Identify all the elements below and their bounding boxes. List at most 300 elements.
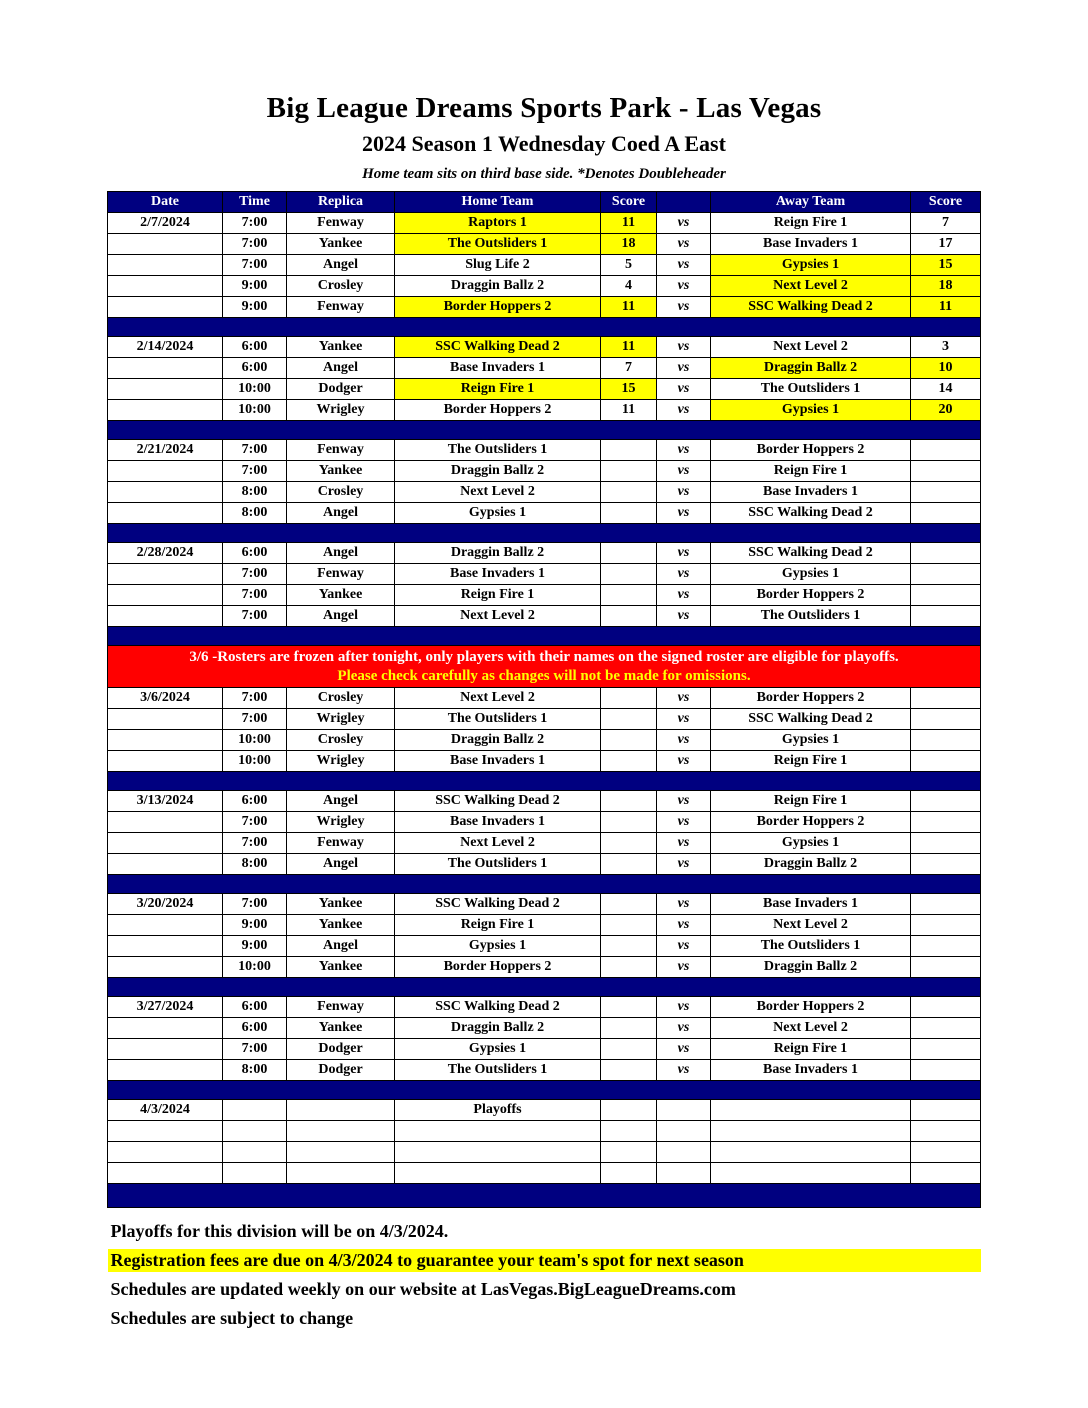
away-team-cell: Border Hoppers 2	[711, 440, 911, 461]
time-cell	[223, 1142, 287, 1163]
date-cell	[108, 1142, 223, 1163]
away-score-cell	[911, 936, 981, 957]
roster-notice	[108, 646, 981, 688]
home-score-cell: 11	[601, 337, 657, 358]
away-score-cell	[911, 606, 981, 627]
col-header-vs	[657, 192, 711, 213]
away-score-cell	[911, 1142, 981, 1163]
home-score-cell	[601, 791, 657, 812]
away-score-cell	[911, 812, 981, 833]
away-score-cell: 18	[911, 276, 981, 297]
replica-cell: Angel	[287, 854, 395, 875]
game-row	[108, 730, 981, 751]
date-cell	[108, 854, 223, 875]
replica-cell: Yankee	[287, 894, 395, 915]
home-score-cell: 11	[601, 400, 657, 421]
time-cell: 7:00	[223, 461, 287, 482]
away-score-cell	[911, 543, 981, 564]
home-score-cell	[601, 688, 657, 709]
vs-cell: vs	[657, 400, 711, 421]
schedule-body	[108, 213, 981, 1208]
away-score-cell: 10	[911, 358, 981, 379]
home-team-cell: Gypsies 1	[395, 936, 601, 957]
home-score-cell	[601, 1018, 657, 1039]
game-row	[108, 379, 981, 400]
time-cell: 9:00	[223, 936, 287, 957]
away-score-cell	[911, 957, 981, 978]
vs-cell: vs	[657, 915, 711, 936]
time-cell: 10:00	[223, 400, 287, 421]
game-row	[108, 503, 981, 524]
vs-cell	[657, 1142, 711, 1163]
home-team-cell: The Outsliders 1	[395, 709, 601, 730]
game-row	[108, 997, 981, 1018]
time-cell: 6:00	[223, 543, 287, 564]
home-team-cell: Reign Fire 1	[395, 585, 601, 606]
vs-cell: vs	[657, 936, 711, 957]
separator-row	[108, 421, 981, 440]
replica-cell: Dodger	[287, 1060, 395, 1081]
away-score-cell	[911, 854, 981, 875]
date-cell	[108, 833, 223, 854]
home-team-note: Home team sits on third base side. *Denotes Doubleheader	[362, 166, 726, 182]
away-score-cell	[911, 709, 981, 730]
home-team-cell: Reign Fire 1	[395, 915, 601, 936]
away-score-cell: 20	[911, 400, 981, 421]
time-cell: 6:00	[223, 1018, 287, 1039]
home-score-cell	[601, 440, 657, 461]
away-team-cell	[711, 1121, 911, 1142]
away-team-cell: SSC Walking Dead 2	[711, 297, 911, 318]
home-score-cell: 5	[601, 255, 657, 276]
game-row	[108, 234, 981, 255]
page-subtitle: 2024 Season 1 Wednesday Coed A East	[362, 131, 726, 156]
time-cell: 7:00	[223, 812, 287, 833]
away-score-cell	[911, 440, 981, 461]
away-team-cell	[711, 1100, 911, 1121]
home-score-cell: 18	[601, 234, 657, 255]
date-cell	[108, 276, 223, 297]
date-cell: 2/28/2024	[108, 543, 223, 564]
date-cell	[108, 606, 223, 627]
game-row	[108, 461, 981, 482]
away-team-cell: Base Invaders 1	[711, 482, 911, 503]
date-cell: 3/27/2024	[108, 997, 223, 1018]
separator-bar	[108, 1184, 981, 1208]
home-team-cell: Reign Fire 1	[395, 379, 601, 400]
home-score-cell: 11	[601, 297, 657, 318]
home-team-cell: Next Level 2	[395, 833, 601, 854]
away-team-cell	[711, 1163, 911, 1184]
time-cell: 7:00	[223, 440, 287, 461]
date-cell	[108, 400, 223, 421]
date-cell	[108, 503, 223, 524]
replica-cell: Yankee	[287, 915, 395, 936]
vs-cell: vs	[657, 997, 711, 1018]
game-row	[108, 400, 981, 421]
footer-playoffs-note: Playoffs for this division will be on 4/3/2024.	[110, 1221, 449, 1241]
separator-bar	[108, 524, 981, 543]
away-score-cell	[911, 997, 981, 1018]
game-row	[108, 833, 981, 854]
away-team-cell: The Outsliders 1	[711, 606, 911, 627]
game-row	[108, 1039, 981, 1060]
home-score-cell	[601, 503, 657, 524]
date-cell: 3/6/2024	[108, 688, 223, 709]
home-team-cell: Draggin Ballz 2	[395, 461, 601, 482]
away-team-cell: Border Hoppers 2	[711, 812, 911, 833]
home-score-cell	[601, 854, 657, 875]
vs-cell: vs	[657, 606, 711, 627]
vs-cell: vs	[657, 688, 711, 709]
game-row	[108, 709, 981, 730]
game-row	[108, 358, 981, 379]
col-header-away-score: Score	[911, 192, 981, 213]
time-cell: 7:00	[223, 688, 287, 709]
replica-cell	[287, 1142, 395, 1163]
separator-bar	[108, 627, 981, 646]
away-score-cell: 3	[911, 337, 981, 358]
footer	[108, 1220, 981, 1330]
separator-row	[108, 318, 981, 337]
vs-cell: vs	[657, 461, 711, 482]
time-cell: 7:00	[223, 564, 287, 585]
away-team-cell: Gypsies 1	[711, 400, 911, 421]
date-cell: 2/14/2024	[108, 337, 223, 358]
replica-cell: Dodger	[287, 1039, 395, 1060]
home-score-cell: 15	[601, 379, 657, 400]
home-team-cell: Draggin Ballz 2	[395, 1018, 601, 1039]
time-cell	[223, 1163, 287, 1184]
separator-bar	[108, 875, 981, 894]
replica-cell: Fenway	[287, 297, 395, 318]
home-team-cell: Raptors 1	[395, 213, 601, 234]
time-cell: 7:00	[223, 234, 287, 255]
time-cell: 6:00	[223, 791, 287, 812]
date-cell	[108, 709, 223, 730]
away-team-cell	[711, 1142, 911, 1163]
home-team-cell: Base Invaders 1	[395, 751, 601, 772]
footer-website-note: Schedules are updated weekly on our website at LasVegas.BigLeagueDreams.com	[110, 1279, 736, 1299]
time-cell: 9:00	[223, 297, 287, 318]
time-cell: 7:00	[223, 255, 287, 276]
empty-row	[108, 1121, 981, 1142]
date-cell	[108, 751, 223, 772]
vs-cell: vs	[657, 276, 711, 297]
replica-cell: Angel	[287, 791, 395, 812]
date-cell	[108, 461, 223, 482]
away-team-cell: SSC Walking Dead 2	[711, 503, 911, 524]
separator-bar	[108, 421, 981, 440]
replica-cell: Angel	[287, 255, 395, 276]
vs-cell	[657, 1121, 711, 1142]
replica-cell: Angel	[287, 503, 395, 524]
away-team-cell: Gypsies 1	[711, 564, 911, 585]
away-team-cell: Base Invaders 1	[711, 234, 911, 255]
replica-cell: Crosley	[287, 688, 395, 709]
home-team-cell: Slug Life 2	[395, 255, 601, 276]
date-cell	[108, 936, 223, 957]
away-score-cell	[911, 482, 981, 503]
vs-cell: vs	[657, 358, 711, 379]
vs-cell: vs	[657, 812, 711, 833]
replica-cell: Fenway	[287, 440, 395, 461]
home-score-cell	[601, 1142, 657, 1163]
time-cell: 10:00	[223, 957, 287, 978]
page-title: Big League Dreams Sports Park - Las Vegas	[266, 92, 822, 124]
game-row	[108, 894, 981, 915]
separator-bar	[108, 1081, 981, 1100]
col-header-time: Time	[223, 192, 287, 213]
replica-cell: Yankee	[287, 585, 395, 606]
col-header-away-team: Away Team	[711, 192, 911, 213]
away-score-cell	[911, 1100, 981, 1121]
col-header-replica: Replica	[287, 192, 395, 213]
away-score-cell	[911, 1163, 981, 1184]
date-cell	[108, 1018, 223, 1039]
separator-bar	[108, 978, 981, 997]
vs-cell: vs	[657, 854, 711, 875]
away-score-cell	[911, 688, 981, 709]
replica-cell: Crosley	[287, 482, 395, 503]
away-score-cell	[911, 730, 981, 751]
home-score-cell	[601, 957, 657, 978]
vs-cell: vs	[657, 709, 711, 730]
vs-cell: vs	[657, 730, 711, 751]
away-team-cell: Draggin Ballz 2	[711, 358, 911, 379]
home-score-cell	[601, 564, 657, 585]
date-cell	[108, 564, 223, 585]
time-cell: 10:00	[223, 730, 287, 751]
date-cell: 2/7/2024	[108, 213, 223, 234]
home-score-cell	[601, 812, 657, 833]
home-score-cell	[601, 709, 657, 730]
away-score-cell	[911, 833, 981, 854]
home-score-cell	[601, 461, 657, 482]
home-team-cell: The Outsliders 1	[395, 854, 601, 875]
away-score-cell: 15	[911, 255, 981, 276]
game-row	[108, 751, 981, 772]
date-cell	[108, 730, 223, 751]
replica-cell: Angel	[287, 543, 395, 564]
home-score-cell	[601, 915, 657, 936]
away-score-cell	[911, 894, 981, 915]
away-score-cell: 11	[911, 297, 981, 318]
vs-cell: vs	[657, 894, 711, 915]
home-score-cell	[601, 1163, 657, 1184]
time-cell: 6:00	[223, 997, 287, 1018]
date-cell: 4/3/2024	[108, 1100, 223, 1121]
date-cell	[108, 812, 223, 833]
vs-cell: vs	[657, 585, 711, 606]
time-cell: 8:00	[223, 503, 287, 524]
vs-cell	[657, 1100, 711, 1121]
game-row	[108, 255, 981, 276]
time-cell: 10:00	[223, 379, 287, 400]
home-score-cell	[601, 1100, 657, 1121]
date-cell	[108, 1060, 223, 1081]
time-cell: 8:00	[223, 482, 287, 503]
playoffs-row	[108, 1100, 981, 1121]
game-row	[108, 440, 981, 461]
game-row	[108, 812, 981, 833]
replica-cell: Angel	[287, 936, 395, 957]
game-row	[108, 606, 981, 627]
home-team-cell: Base Invaders 1	[395, 812, 601, 833]
vs-cell: vs	[657, 1060, 711, 1081]
date-cell	[108, 1039, 223, 1060]
time-cell: 9:00	[223, 915, 287, 936]
home-score-cell: 7	[601, 358, 657, 379]
replica-cell: Fenway	[287, 997, 395, 1018]
away-team-cell: Border Hoppers 2	[711, 997, 911, 1018]
game-row	[108, 564, 981, 585]
vs-cell: vs	[657, 791, 711, 812]
game-row	[108, 213, 981, 234]
away-score-cell	[911, 564, 981, 585]
away-team-cell: Reign Fire 1	[711, 461, 911, 482]
home-team-cell: Border Hoppers 2	[395, 400, 601, 421]
roster-notice-line2: Please check carefully as changes will not be made for omissions.	[337, 667, 751, 684]
away-team-cell: Reign Fire 1	[711, 213, 911, 234]
replica-cell: Yankee	[287, 337, 395, 358]
home-team-cell: Next Level 2	[395, 482, 601, 503]
vs-cell: vs	[657, 543, 711, 564]
date-cell	[108, 255, 223, 276]
time-cell: 7:00	[223, 606, 287, 627]
home-team-cell: Gypsies 1	[395, 1039, 601, 1060]
replica-cell: Fenway	[287, 564, 395, 585]
away-team-cell: Draggin Ballz 2	[711, 957, 911, 978]
away-team-cell: Base Invaders 1	[711, 894, 911, 915]
away-score-cell	[911, 461, 981, 482]
vs-cell: vs	[657, 564, 711, 585]
game-row	[108, 337, 981, 358]
away-team-cell: Gypsies 1	[711, 255, 911, 276]
date-cell	[108, 234, 223, 255]
date-cell: 2/21/2024	[108, 440, 223, 461]
home-team-cell: Next Level 2	[395, 606, 601, 627]
game-row	[108, 688, 981, 709]
time-cell: 7:00	[223, 833, 287, 854]
replica-cell: Yankee	[287, 957, 395, 978]
replica-cell: Wrigley	[287, 751, 395, 772]
time-cell: 10:00	[223, 751, 287, 772]
home-team-cell: SSC Walking Dead 2	[395, 894, 601, 915]
date-cell	[108, 1121, 223, 1142]
vs-cell: vs	[657, 234, 711, 255]
time-cell: 7:00	[223, 1039, 287, 1060]
vs-cell: vs	[657, 957, 711, 978]
replica-cell	[287, 1163, 395, 1184]
away-score-cell	[911, 751, 981, 772]
roster-notice-row	[108, 646, 981, 688]
game-row	[108, 297, 981, 318]
home-team-cell: Draggin Ballz 2	[395, 543, 601, 564]
replica-cell: Dodger	[287, 379, 395, 400]
vs-cell: vs	[657, 440, 711, 461]
away-team-cell: Reign Fire 1	[711, 791, 911, 812]
game-row	[108, 791, 981, 812]
date-cell	[108, 379, 223, 400]
replica-cell: Fenway	[287, 833, 395, 854]
away-team-cell: Border Hoppers 2	[711, 688, 911, 709]
away-score-cell	[911, 1121, 981, 1142]
vs-cell: vs	[657, 503, 711, 524]
game-row	[108, 1018, 981, 1039]
away-score-cell	[911, 791, 981, 812]
home-team-cell: SSC Walking Dead 2	[395, 791, 601, 812]
away-team-cell: The Outsliders 1	[711, 936, 911, 957]
vs-cell: vs	[657, 482, 711, 503]
table-header-row	[108, 192, 981, 213]
away-team-cell: Next Level 2	[711, 915, 911, 936]
home-score-cell	[601, 482, 657, 503]
home-team-cell: Next Level 2	[395, 688, 601, 709]
away-score-cell: 17	[911, 234, 981, 255]
home-team-cell: SSC Walking Dead 2	[395, 337, 601, 358]
replica-cell: Wrigley	[287, 709, 395, 730]
away-team-cell: Border Hoppers 2	[711, 585, 911, 606]
home-score-cell	[601, 1039, 657, 1060]
date-cell	[108, 358, 223, 379]
home-score-cell	[601, 997, 657, 1018]
roster-notice-line1: 3/6 -Rosters are frozen after tonight, only players with their names on the signed roster are eligible for playoffs.	[189, 649, 899, 665]
away-score-cell	[911, 503, 981, 524]
vs-cell: vs	[657, 751, 711, 772]
away-team-cell: Reign Fire 1	[711, 751, 911, 772]
replica-cell: Yankee	[287, 1018, 395, 1039]
home-team-cell: Gypsies 1	[395, 503, 601, 524]
date-cell	[108, 957, 223, 978]
separator-bar	[108, 318, 981, 337]
col-header-date: Date	[108, 192, 223, 213]
replica-cell: Fenway	[287, 213, 395, 234]
time-cell: 9:00	[223, 276, 287, 297]
away-team-cell: Gypsies 1	[711, 833, 911, 854]
away-team-cell: Draggin Ballz 2	[711, 854, 911, 875]
away-score-cell	[911, 1018, 981, 1039]
home-score-cell: 4	[601, 276, 657, 297]
home-score-cell	[601, 730, 657, 751]
footer-subject-to-change-note: Schedules are subject to change	[110, 1308, 354, 1328]
home-team-cell	[395, 1121, 601, 1142]
home-team-cell: SSC Walking Dead 2	[395, 997, 601, 1018]
away-score-cell	[911, 1060, 981, 1081]
away-team-cell: SSC Walking Dead 2	[711, 709, 911, 730]
date-cell: 3/13/2024	[108, 791, 223, 812]
home-score-cell	[601, 543, 657, 564]
replica-cell: Wrigley	[287, 812, 395, 833]
replica-cell	[287, 1100, 395, 1121]
vs-cell: vs	[657, 297, 711, 318]
game-row	[108, 854, 981, 875]
away-team-cell: Reign Fire 1	[711, 1039, 911, 1060]
vs-cell: vs	[657, 337, 711, 358]
away-team-cell: Next Level 2	[711, 276, 911, 297]
game-row	[108, 915, 981, 936]
home-team-cell: Draggin Ballz 2	[395, 730, 601, 751]
time-cell: 6:00	[223, 337, 287, 358]
vs-cell: vs	[657, 1039, 711, 1060]
replica-cell: Yankee	[287, 234, 395, 255]
replica-cell: Angel	[287, 358, 395, 379]
away-score-cell	[911, 915, 981, 936]
home-team-cell: Base Invaders 1	[395, 358, 601, 379]
home-team-cell: Draggin Ballz 2	[395, 276, 601, 297]
schedule-table	[107, 191, 981, 1208]
footer-registration-note: Registration fees are due on 4/3/2024 to guarantee your team's spot for next season	[108, 1249, 981, 1272]
